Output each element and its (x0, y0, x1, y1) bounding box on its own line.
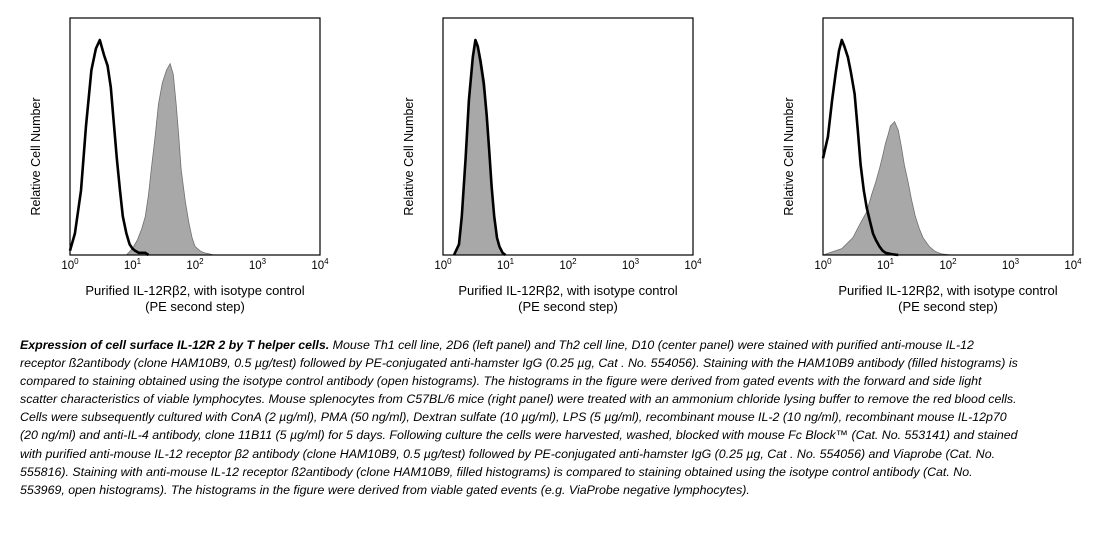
y-axis-label: Relative Cell Number (782, 97, 796, 216)
x-tick-label: $10^4$ (1064, 257, 1082, 272)
x-tick-label: $10^4$ (684, 257, 702, 272)
x-tick-label: $10^1$ (496, 257, 515, 272)
x-tick-label: $10^4$ (311, 257, 329, 272)
y-axis-label: Relative Cell Number (29, 97, 43, 216)
caption-title: Expression of cell surface IL-12R 2 by T helper cells. (20, 338, 330, 352)
x-tick-label: $10^2$ (939, 257, 957, 272)
filled-histogram (126, 64, 213, 255)
x-tick-label: $10^1$ (123, 257, 142, 272)
x-tick-label: $10^2$ (186, 257, 204, 272)
caption-body: Mouse Th1 cell line, 2D6 (left panel) and Th2 cell line, D10 (center panel) were stained with purified anti-mouse IL-12 receptor ß2antibody (clone HAM10B9, 0.5 µg/test) followed by PE-conjugated anti-hamster IgG (0.25 µg, Cat . No. 554056). Staining with the HAM10B9 antibody (filled histograms) is compared to staining obtained using the isotype control antibody (open histograms). The histograms in the figure were derived from gated events with the forward and side light scatter characteristics of viable lymphocytes. Mouse splenocytes from C57BL/6 mice (right panel) were treated with an ammonium chloride lysing buffer to remove the red blood cells. Cells were subsequently cultured with ConA (2 µg/ml), PMA (50 ng/ml), Dextran sulfate (10 µg/ml), LPS (5 µg/ml), recombinant mouse IL-2 (10 ng/ml), recombinant mouse IL-12p70 (20 ng/ml) and anti-IL-4 antibody, clone 11B11 (5 µg/ml) for 5 days. Following culture the cells were harvested, washed, blocked with mouse Fc Block™ (Cat. No. 553141) and stained with purified anti-mouse IL-12 receptor β2 antibody (clone HAM10B9, 0.5 µg/test) followed by PE-conjugated anti-hamster IgG (0.25 µg, Cat . No. 554056) and Viaprobe (Cat. No. 555816). Staining with anti-mouse IL-12 receptor ß2antibody (clone HAM10B9, filled histograms) is compared to staining obtained using the isotype control antibody (Cat. No. 553969, open histograms). The histograms in the figure were derived from viable gated events (e.g. ViaProbe negative lymphocytes). (20, 338, 1018, 497)
x-tick-label: $10^3$ (621, 257, 640, 272)
histogram-panel-2 (402, 18, 702, 314)
x-axis-label: Purified IL-12Rβ2, with isotype control (458, 283, 678, 298)
x-tick-label: $10^3$ (1001, 257, 1020, 272)
figure-caption (20, 336, 1020, 499)
x-tick-label: $10^0$ (814, 257, 832, 272)
open-histogram (70, 40, 149, 255)
x-axis-label: Purified IL-12Rβ2, with isotype control (85, 283, 305, 298)
x-axis-sublabel: (PE second step) (518, 299, 618, 314)
x-tick-label: $10^2$ (559, 257, 577, 272)
histogram-panel-1 (29, 18, 329, 314)
x-tick-label: $10^1$ (876, 257, 895, 272)
x-tick-label: $10^0$ (61, 257, 79, 272)
x-axis-label: Purified IL-12Rβ2, with isotype control (838, 283, 1058, 298)
histogram-panel-3 (782, 18, 1082, 314)
filled-histogram (823, 122, 953, 255)
x-tick-label: $10^0$ (434, 257, 452, 272)
x-axis-sublabel: (PE second step) (145, 299, 245, 314)
plot-frame (823, 18, 1073, 255)
x-tick-label: $10^3$ (248, 257, 267, 272)
plot-frame (70, 18, 320, 255)
y-axis-label: Relative Cell Number (402, 97, 416, 216)
x-axis-sublabel: (PE second step) (898, 299, 998, 314)
